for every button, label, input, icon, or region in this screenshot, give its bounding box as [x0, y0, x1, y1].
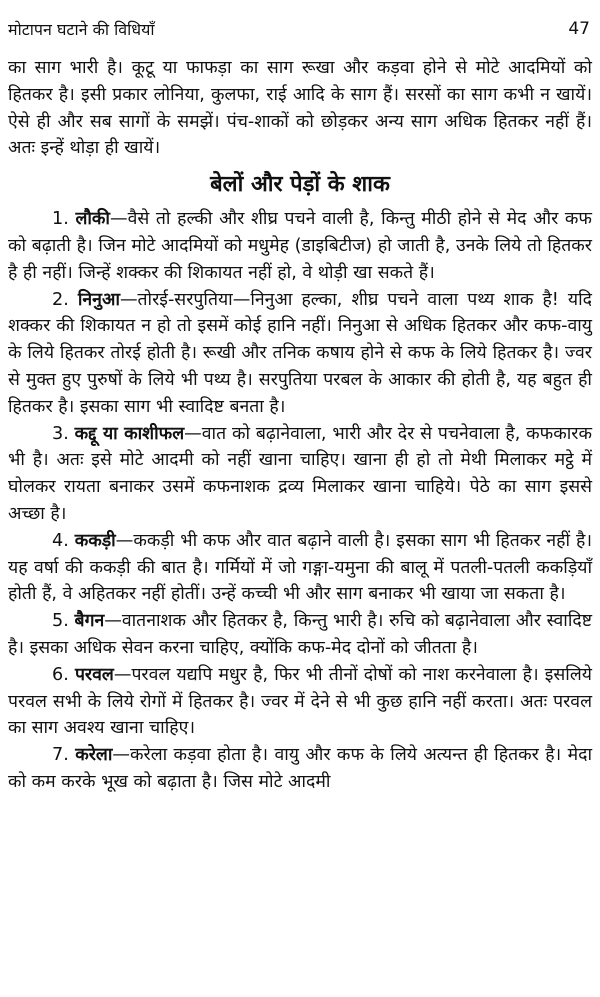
item-number: 6.: [52, 664, 69, 685]
item-name: निनुआ: [77, 289, 120, 310]
chapter-title: मोटापन घटाने की विधियाँ: [8, 20, 155, 39]
intro-paragraph: का साग भारी है। कूटू या फाफड़ा का साग रूखा और कड़वा होने से मोटे आदमियों को हितकर है। इसी प्रकार लोनिया, कुलफा, राई आदि के साग हैं। सरसों का साग कभी न खायें। ऐसे ही और सब सागों के समझें। पंच-शाकों को छोड़कर अन्य साग अधिक हितकर नहीं हैं। अतः इन्हें थोड़ा ही खायें।: [8, 58, 592, 159]
item-number: 7.: [52, 745, 69, 766]
item-name: लौकी: [75, 209, 110, 230]
item-ninua: [8, 287, 592, 421]
page-number: 47: [568, 19, 590, 39]
item-text: —तोरई-सरपुतिया—निनुआ हल्का, शीघ्र पचने वाला पथ्य शाक है! यदि शक्कर की शिकायत न हो तो इसमें कोई हानि नहीं। निनुआ से अधिक हितकर और कफ-वायु के लिये हितकर तोरई होती है। रूखी और तनिक कषाय होने से कफ के लिये हितकर है। ज्वर से मुक्त हुए पुरुषों के लिये भी पथ्य है। सरपुतिया परबल के आकार की होती है, यह बहुत ही हितकर है। इसका साग भी स्वादिष्ट बनता है।: [8, 289, 592, 417]
item-parval: [8, 662, 592, 742]
item-text: —वातनाशक और हितकर है, किन्तु भारी है। रुचि को बढ़ानेवाला और स्वादिष्ट है। इसका अधिक सेवन करना चाहिए, क्योंकि कफ-मेद दोनों को जीतता है।: [8, 611, 592, 658]
item-number: 2.: [52, 289, 69, 310]
item-number: 4.: [52, 530, 69, 551]
item-name: ककड़ी: [74, 530, 116, 551]
item-kakdi: [8, 528, 592, 608]
section-heading: बेलों और पेड़ों के शाक: [210, 172, 390, 198]
item-text: —परवल यद्यपि मधुर है, फिर भी तीनों दोषों को नाश करनेवाला है। इसलिये परवल सभी के लिये रोगों में हितकर है। ज्वर में देने से भी कुछ हानि नहीं करता। अतः परवल का साग अवश्य खाना चाहिए।: [8, 664, 592, 739]
item-text: —वात को बढ़ानेवाला, भारी और देर से पचनेवाला है, कफकारक भी है। अतः इसे मोटे आदमी को नहीं खाना चाहिए। खाना ही हो तो मेथी मिलाकर मट्ठे में घोलकर रायता बनाकर उसमें कफनाशक द्रव्य मिलाकर खाना चाहिये। पेठे का साग इससे अच्छा है।: [8, 423, 593, 524]
item-karela: [8, 742, 592, 796]
item-number: 1.: [52, 209, 69, 230]
item-number: 3.: [52, 423, 69, 444]
page-body: [8, 55, 592, 796]
item-name: बैगन: [74, 611, 105, 632]
item-name: करेला: [75, 745, 113, 766]
item-text: —वैसे तो हल्की और शीघ्र पचने वाली है, किन्तु मीठी होने से मेद और कफ को बढ़ाती है। जिन मोटे आदमियों को मधुमेह (डाइबिटीज) हो जाती है, उनके लिये तो हितकर है ही नहीं। जिन्हें शक्कर की शिकायत नहीं हो, वे थोड़ी खा सकते हैं।: [8, 209, 592, 283]
item-name: परवल: [74, 664, 114, 685]
item-name: कद्दू या काशीफल: [74, 423, 185, 444]
item-text: —करेला कड़वा होता है। वायु और कफ के लिये अत्यन्त ही हितकर है। मेदा को कम करके भूख को बढ़ाता है। जिस मोटे आदमी: [8, 745, 593, 792]
item-text: —ककड़ी भी कफ और वात बढ़ाने वाली है। इसका साग भी हितकर नहीं है। यह वर्षा की ककड़ी की बात है। गर्मियों में जो गङ्गा-यमुना की बालू में पतली-पतली ककड़ियाँ होती हैं, वे अहितकर नहीं होतीं। उन्हें कच्ची भी और साग बनाकर भी खाया जा सकता है।: [8, 530, 593, 605]
item-number: 5.: [52, 611, 69, 632]
item-baingan: [8, 608, 592, 662]
running-header: [8, 14, 590, 44]
item-lauki: [8, 206, 592, 286]
item-kaddu: [8, 421, 592, 528]
